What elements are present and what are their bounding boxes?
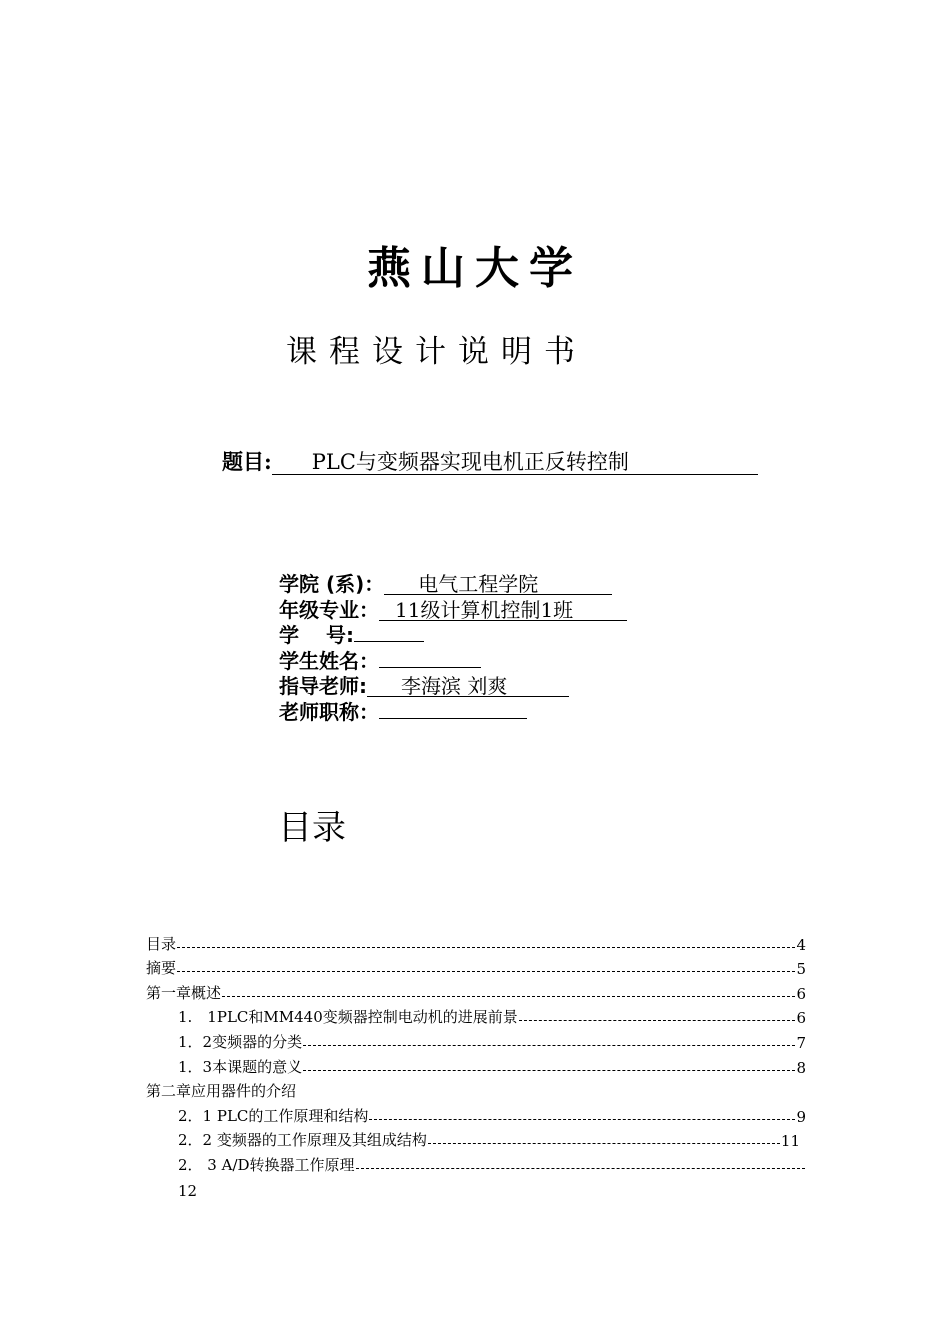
info-row-student-id [279, 623, 627, 649]
topic-line [222, 446, 758, 476]
toc-entry-title: 1．2变频器的分类 [178, 1032, 303, 1051]
toc-leader [356, 1168, 805, 1169]
toc-entry-title: 2． 3 A/D转换器工作原理 [178, 1155, 355, 1174]
advisor-title-label: 老师职称： [279, 699, 379, 724]
toc-entry[interactable] [146, 954, 806, 979]
toc-entry-title: 1．3本课题的意义 [178, 1057, 303, 1076]
toc-entry[interactable] [146, 1003, 806, 1028]
toc-leader [428, 1143, 780, 1144]
toc-entry-page: 7 [796, 1033, 806, 1052]
topic-value: PLC与变频器实现电机正反转控制 [272, 450, 758, 475]
toc-entry-title: 摘要 [146, 959, 177, 978]
toc-entry-page: 5 [796, 960, 806, 979]
toc-entry-title: 1. 1PLC和MM440变频器控制电动机的进展前景 [178, 1008, 518, 1027]
college-label: 学院 (系)： [279, 572, 385, 596]
toc-leader [519, 1020, 796, 1021]
toc-entry-page: 12 [178, 1181, 198, 1200]
info-row-student-name [279, 649, 627, 675]
college-value: 电气工程学院 [384, 574, 612, 595]
document-title: 课程设计说明书 [286, 334, 587, 370]
toc-entry-page: 6 [796, 1009, 806, 1028]
toc-entry-title: 第一章概述 [146, 983, 222, 1002]
advisor-value: 李海滨 刘爽 [367, 676, 569, 697]
student-id-value [354, 641, 424, 642]
student-name-label: 学生姓名： [279, 648, 379, 673]
toc-entry[interactable] [146, 1027, 806, 1052]
toc-leader [369, 1119, 795, 1120]
university-name: 燕山大学 [367, 243, 583, 294]
advisor-title-value [379, 718, 527, 719]
major-value: 11级计算机控制1班 [379, 600, 627, 621]
toc-entry-title: 目录 [146, 934, 177, 953]
toc-heading: 目录 [278, 808, 346, 848]
advisor-label: 指导老师: [279, 674, 367, 698]
table-of-contents [146, 929, 806, 1200]
info-row-advisor-title [279, 700, 627, 726]
toc-leader [303, 1070, 795, 1071]
toc-entry-title: 2．1 PLC的工作原理和结构 [178, 1106, 369, 1125]
info-row-advisor [279, 674, 627, 700]
toc-entry-page: 8 [796, 1058, 806, 1077]
toc-entry[interactable] [146, 1126, 806, 1151]
toc-leader [177, 947, 795, 948]
toc-entry[interactable] [146, 1150, 806, 1175]
toc-entry[interactable] [146, 1052, 806, 1077]
toc-leader [303, 1045, 795, 1046]
toc-entry-title: 第二章应用器件的介绍 [146, 1082, 297, 1101]
major-label: 年级专业： [279, 597, 379, 622]
info-row-major [279, 598, 627, 624]
toc-leader [177, 971, 795, 972]
toc-entry[interactable] [146, 929, 806, 954]
toc-entry-title: 2．2 变频器的工作原理及其组成结构 [178, 1131, 427, 1150]
toc-entry[interactable] [146, 1101, 806, 1126]
toc-entry[interactable] [146, 978, 806, 1003]
student-info [279, 572, 627, 725]
toc-leader [222, 996, 795, 997]
toc-entry-page: 11 [780, 1132, 800, 1151]
info-row-college [279, 572, 627, 598]
toc-entry[interactable] [146, 1077, 806, 1102]
toc-entry-page-wrapped [146, 1175, 806, 1200]
student-id-label: 学 号: [279, 623, 354, 647]
toc-entry-page: 9 [796, 1107, 806, 1126]
topic-label: 题目: [222, 449, 272, 474]
toc-entry-page: 6 [796, 984, 806, 1003]
student-name-value [379, 667, 481, 668]
toc-entry-page: 4 [796, 935, 806, 954]
